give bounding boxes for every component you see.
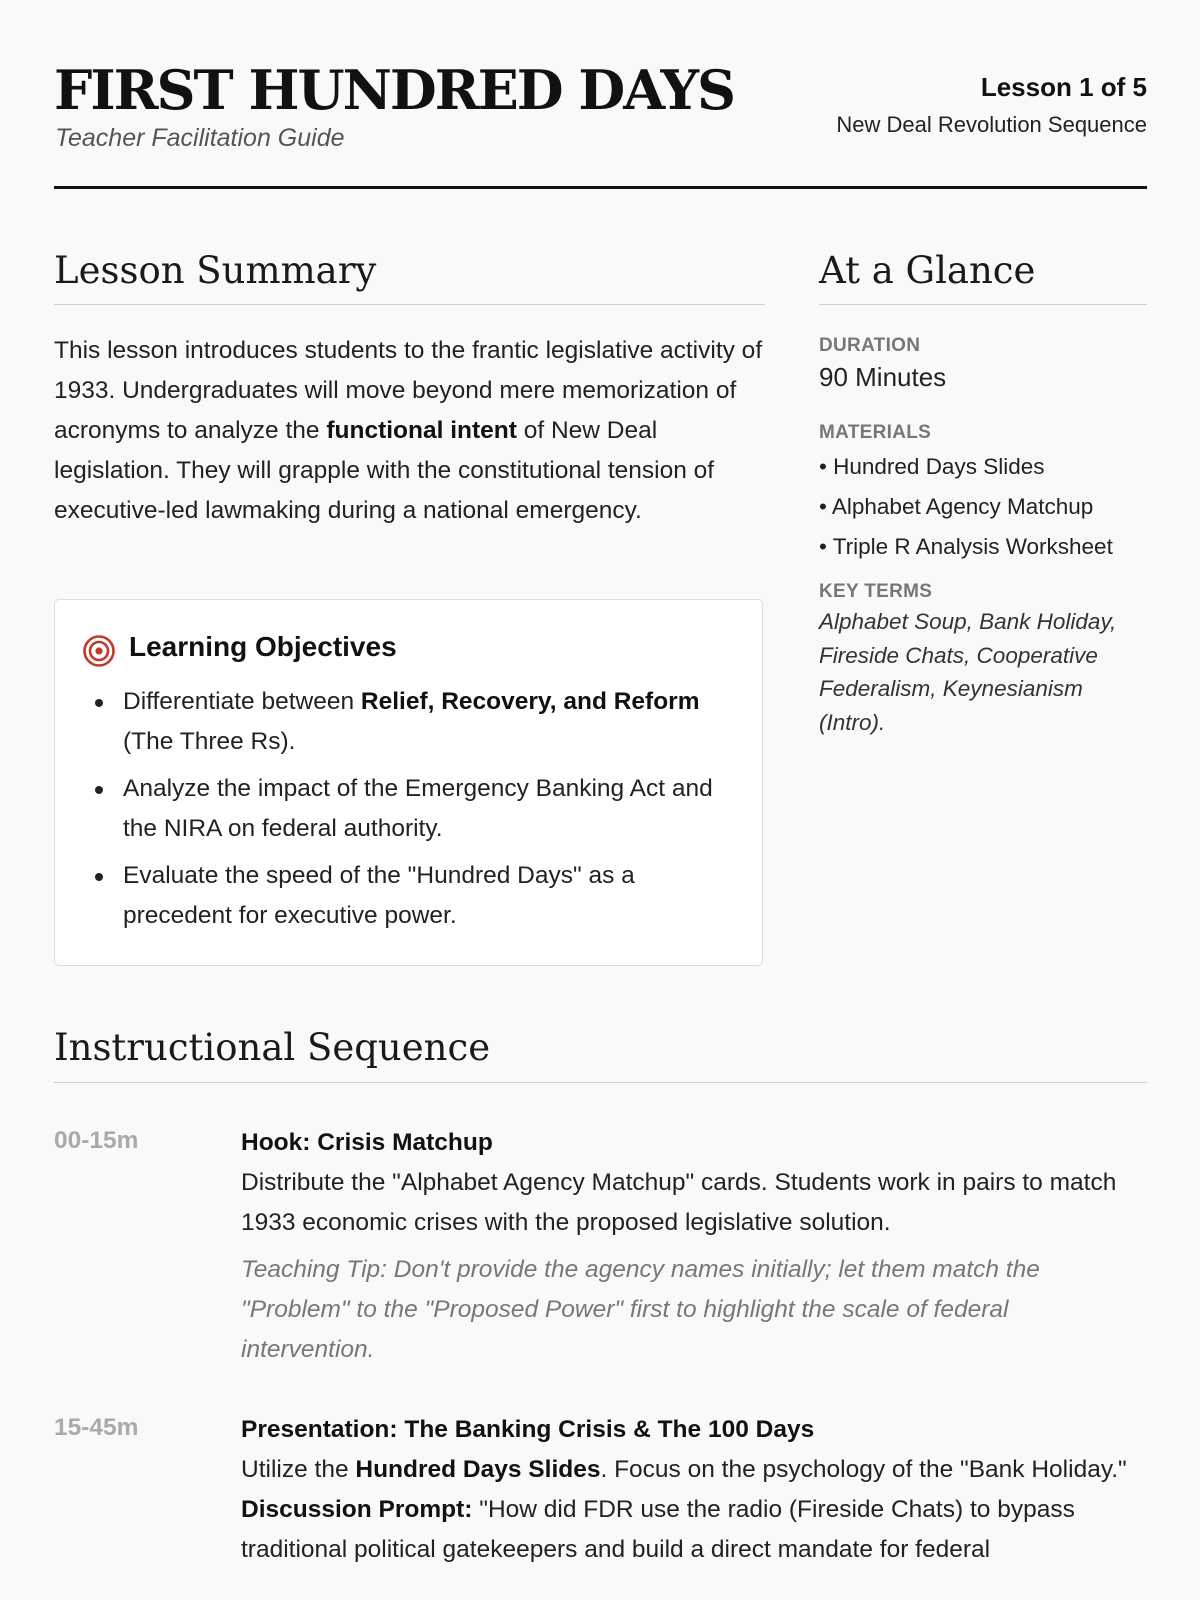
at-a-glance-heading: At a Glance bbox=[819, 249, 1036, 292]
objective-item bbox=[55, 682, 735, 762]
document-subtitle: Teacher Facilitation Guide bbox=[55, 124, 345, 152]
objective-text: Evaluate the speed of the "Hundred Days" as a precedent for executive power. bbox=[123, 862, 635, 929]
learning-objectives-card bbox=[54, 599, 763, 966]
step-body bbox=[241, 1123, 1147, 1370]
discussion-prompt-text: "How did FDR use the radio (Fireside Chats) to bypass traditional political gatekeepers and build a direct mandate for federal bbox=[241, 1496, 1075, 1563]
materials-label: MATERIALS bbox=[819, 422, 932, 443]
lesson-summary-heading: Lesson Summary bbox=[54, 249, 377, 292]
lesson-count: Lesson 1 of 5 bbox=[980, 72, 1147, 102]
step-emphasis: Hundred Days Slides bbox=[355, 1456, 601, 1483]
step-description: Distribute the "Alphabet Agency Matchup" cards. Students work in pairs to match 1933 economic crises with the proposed legislative solution. bbox=[241, 1169, 1117, 1236]
step-title: Presentation: The Banking Crisis & The 100 Days bbox=[241, 1416, 815, 1443]
lesson-summary-divider bbox=[54, 304, 765, 305]
material-item: • Triple R Analysis Worksheet bbox=[819, 534, 1113, 559]
objective-text: Analyze the impact of the Emergency Banking Act and the NIRA on federal authority. bbox=[123, 775, 713, 842]
document-title: FIRST HUNDRED DAYS bbox=[54, 58, 735, 122]
instructional-sequence-heading: Instructional Sequence bbox=[54, 1026, 491, 1069]
instructional-sequence-divider bbox=[54, 1082, 1147, 1083]
objective-text: Differentiate between bbox=[123, 688, 361, 715]
header-divider bbox=[54, 186, 1147, 189]
key-terms-text: Alphabet Soup, Bank Holiday, Fireside Chats, Cooperative Federalism, Keynesianism (Intro). bbox=[819, 609, 1117, 735]
lesson-guide-page bbox=[54, 0, 1147, 1600]
step-body bbox=[241, 1410, 1147, 1570]
step-time: 00-15m bbox=[54, 1127, 139, 1154]
objectives-list bbox=[55, 682, 735, 943]
objective-emphasis: Relief, Recovery, and Reform bbox=[360, 688, 700, 715]
step-time: 15-45m bbox=[54, 1414, 139, 1441]
material-item: • Alphabet Agency Matchup bbox=[819, 494, 1094, 519]
target-icon bbox=[83, 635, 115, 667]
step-text: Utilize the bbox=[241, 1456, 356, 1483]
step-text-end: . Focus on the psychology of the "Bank Holiday." bbox=[600, 1456, 1127, 1483]
discussion-prompt bbox=[241, 1490, 1147, 1570]
objective-item bbox=[55, 769, 735, 849]
lesson-series: New Deal Revolution Sequence bbox=[836, 112, 1147, 137]
key-terms-label: KEY TERMS bbox=[819, 581, 933, 602]
guide-header bbox=[54, 58, 1147, 188]
materials-list bbox=[819, 447, 1113, 567]
learning-objectives-heading: Learning Objectives bbox=[129, 631, 397, 662]
step-title: Hook: Crisis Matchup bbox=[241, 1129, 493, 1156]
summary-text-part1: This lesson introduces students to the frantic legislative activity of 1933. Undergraduates will move beyond mere memorization of acronyms to analyze the bbox=[54, 337, 763, 444]
teaching-tip: Teaching Tip: Don't provide the agency names initially; let them match the "Problem" to the "Proposed Power" first to highlight the scale of federal intervention. bbox=[241, 1256, 1040, 1363]
summary-emphasis: functional intent bbox=[326, 417, 517, 444]
summary-text-part2: of New Deal legislation. They will grapple with the constitutional tension of executive-led lawmaking during a national emergency. bbox=[54, 417, 715, 524]
discussion-prompt-label: Discussion Prompt: bbox=[241, 1496, 473, 1523]
at-a-glance-divider bbox=[819, 304, 1147, 305]
step-description bbox=[241, 1450, 1147, 1490]
material-item: • Hundred Days Slides bbox=[819, 454, 1045, 479]
objective-item bbox=[55, 856, 735, 936]
duration-label: DURATION bbox=[819, 335, 921, 356]
duration-value: 90 Minutes bbox=[819, 362, 947, 392]
objective-text-end: (The Three Rs). bbox=[123, 728, 296, 755]
lesson-summary-text bbox=[54, 331, 766, 531]
